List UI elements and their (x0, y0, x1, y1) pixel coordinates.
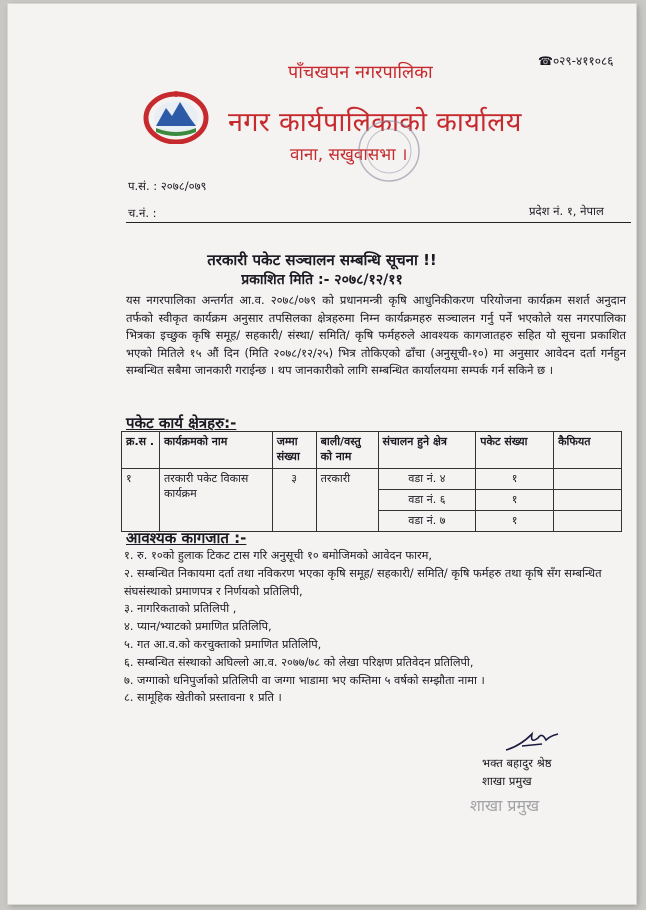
list-item: ७. जग्गाको धनिपुर्जाको प्रतिलिपी वा जग्गा भाडामा भए कम्तिमा ५ वर्षको सम्झौता नामा । (124, 673, 485, 687)
dispatch-number: च.नं. : (128, 206, 157, 220)
signature-icon (502, 726, 566, 754)
list-item: ५. गत आ.व.को करचुक्ताको प्रमाणित प्रतिलिपि, (124, 637, 322, 651)
column-header: कैफियत (554, 432, 622, 469)
required-documents-heading: आवश्यक कागजात :- (126, 529, 247, 547)
office-address: वाना, सखुवासभा । (290, 145, 408, 165)
column-header: कार्यक्रमको नाम (159, 432, 272, 469)
program-cell: तरकारी पकेट विकास कार्यक्रम (159, 469, 272, 532)
published-date: प्रकाशित मिति :- २०७८/१२/११ (241, 272, 403, 288)
notice-subject: तरकारी पकेट सञ्चालन सम्बन्धि सूचना !! (207, 251, 437, 269)
list-item: ४. प्यान/भ्याटको प्रमाणित प्रतिलिपि, (124, 620, 272, 634)
total-cell: ३ (272, 469, 316, 532)
list-item: २. सम्बन्धित निकायमा दर्ता तथा नविकरण भएका कृषि समूह/ सहकारी/ समिति/ कृषि फर्महरु तथा कृषि सँग सम्बन्धित संघसंस्थाको प्रमाणपत्र र निर्णयको प्रतिलिपी, (124, 566, 602, 598)
table-row (122, 469, 622, 490)
column-header: क्र.स . (122, 432, 160, 469)
list-item: ३. नागरिकताको प्रतिलिपी , (124, 602, 237, 616)
office-name: नगर कार्यपालिकाको कार्यालय (228, 107, 522, 138)
column-header: जम्मा संख्या (272, 432, 316, 469)
letter-reference-number: प.सं. : २०७८/०७९ (128, 179, 207, 193)
designation-stamp: शाखा प्रमुख (470, 796, 540, 815)
ward-cell: वडा नं. ६ (378, 490, 476, 511)
crop-cell: तरकारी (316, 469, 378, 532)
province-label: प्रदेश नं. १, नेपाल (529, 204, 604, 218)
pocket-areas-heading: पकेट कार्य क्षेत्रहरु:- (126, 414, 237, 432)
signatory-name: भक्त बहादुर श्रेष्ठ (482, 756, 552, 770)
ward-cell: वडा नं. ४ (378, 469, 476, 490)
serial-cell: १ (122, 469, 160, 532)
list-item: १. रु. १०को हुलाक टिकट टास गरि अनुसूची १० बमोजिमको आवेदन फारम, (124, 549, 432, 562)
letter-page (8, 4, 636, 904)
list-item: ८. सामूहिक खेतीको प्रस्तावना १ प्रति । (124, 691, 282, 705)
remarks-cell (554, 469, 622, 490)
column-header: पकेट संख्या (476, 432, 554, 469)
ward-cell: वडा नं. ७ (378, 511, 476, 532)
notice-body: यस नगरपालिका अन्तर्गत आ.व. २०७८/०७९ को प्रधानमन्त्री कृषि आधुनिकीकरण परियोजना कार्यक्रम सशर्त अनुदान तर्फको स्वीकृत कार्यक्रम अनुसार तपसिलका क्षेत्रहरुमा निम्न कार्यक्रमहरु सञ्चालन गर्नु पर्ने भएकोले यस नगरपालिका भित्रका इच्छुक कृषि समूह/ सहकारी/ संस्था/ समिति/ कृषि फर्महरुले आवश्यक कागजातहरु सहित यो सूचना प्रकाशित भएको मितिले १५ औं दिन (मिति २०७८/१२/२५) भित्र तोकिएको ढाँचा (अनुसूची-१०) मा अनुसार आवेदन दर्ता गर्नहुन सम्बन्धित सबैमा जानकारी गराईन्छ । थप जानकारीको लागि सम्बन्धित कार्यालयमा सम्पर्क गर्न सकिने छ । (126, 293, 626, 378)
column-header: बाली/वस्तु को नाम (316, 432, 378, 469)
nepal-emblem-icon (142, 88, 210, 144)
pocket-program-table (121, 431, 622, 532)
remarks-cell (554, 490, 622, 511)
pocket-count-cell: १ (476, 490, 554, 511)
pocket-count-cell: १ (476, 511, 554, 532)
table-header-row (122, 432, 622, 469)
phone-number: ☎०२९-४११०८६ (538, 54, 614, 68)
required-documents-list (124, 547, 629, 707)
remarks-cell (554, 511, 622, 532)
office-seal-icon (342, 116, 436, 186)
signatory-title: शाखा प्रमुख (482, 774, 532, 788)
municipality-name: पाँचखपन नगरपालिका (288, 62, 433, 83)
column-header: संचालन हुने क्षेत्र (378, 432, 476, 469)
pocket-count-cell: १ (476, 469, 554, 490)
list-item: ६. सम्बन्धित संस्थाको अघिल्लो आ.व. २०७७/७८ को लेखा परिक्षण प्रतिवेदन प्रतिलिपी, (124, 655, 474, 669)
header-divider (126, 222, 631, 223)
